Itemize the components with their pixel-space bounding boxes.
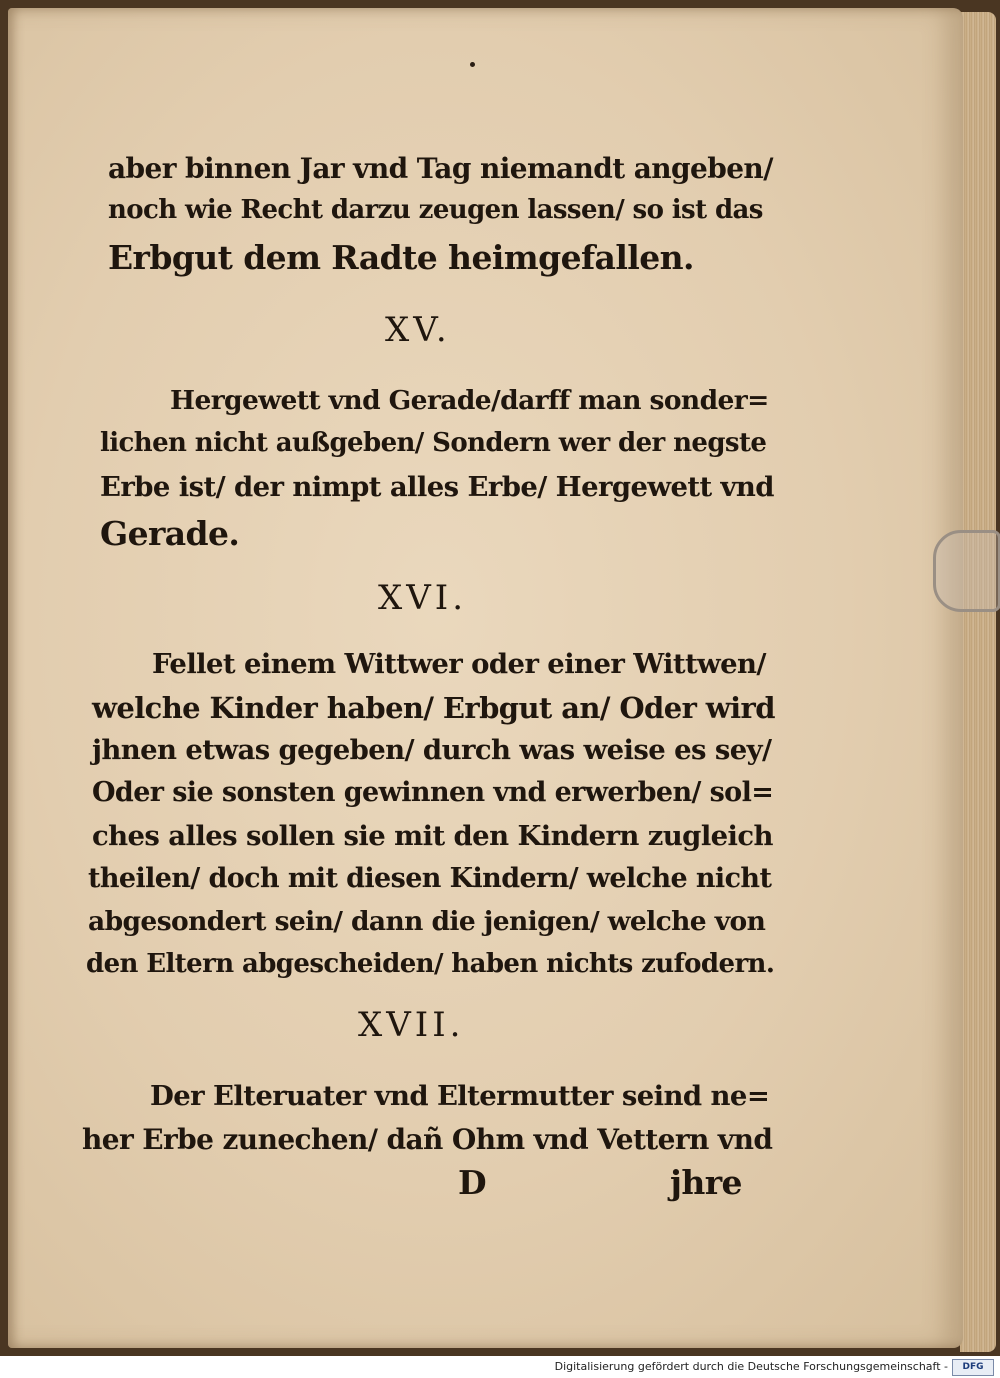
signature-mark: D — [458, 1163, 487, 1202]
text-line: Erbe ist/ der nimpt alles Erbe/ Hergewett vnd — [100, 471, 774, 503]
text-line: lichen nicht außgeben/ Sondern wer der negste — [100, 428, 767, 458]
text-line: Fellet einem Wittwer oder einer Wittwen/ — [152, 648, 766, 680]
text-line: abgesondert sein/ dann die jenigen/ welche von — [88, 906, 766, 937]
text-line: den Eltern abgescheiden/ haben nichts zufodern. — [86, 949, 775, 979]
footer-credit: Digitalisierung gefördert durch die Deutsche Forschungsgemeinschaft - — [554, 1360, 948, 1373]
text-line: welche Kinder haben/ Erbgut an/ Oder wird — [92, 691, 775, 725]
section-heading-xvii: XVII. — [358, 1005, 465, 1045]
text-line: Gerade. — [100, 514, 240, 553]
text-line: theilen/ doch mit diesen Kindern/ welche nicht — [88, 863, 772, 894]
text-line: Oder sie sonsten gewinnen vnd erwerben/ sol= — [92, 777, 774, 808]
page-edges — [960, 12, 996, 1352]
text-line: ches alles sollen sie mit den Kindern zugleich — [92, 820, 773, 852]
text-line: her Erbe zunechen/ dañ Ohm vnd Vettern vnd — [82, 1123, 773, 1156]
catchword: jhre — [670, 1163, 742, 1202]
text-line: jhnen etwas gegeben/ durch was weise es sey/ — [92, 734, 772, 766]
text-line: aber binnen Jar vnd Tag niemandt angeben/ — [108, 152, 773, 185]
text-line: Der Elteruater vnd Eltermutter seind ne= — [150, 1080, 770, 1112]
text-line: noch wie Recht darzu zeugen lassen/ so ist das — [108, 195, 763, 225]
section-heading-xvi: XVI. — [378, 578, 467, 618]
text-line: Erbgut dem Radte heimgefallen. — [108, 238, 694, 277]
dfg-logo: DFG — [952, 1359, 994, 1376]
section-heading-xv: XV. — [385, 310, 451, 350]
digitization-footer — [0, 1358, 1000, 1378]
text-line: Hergewett vnd Gerade/darff man sonder= — [170, 385, 769, 416]
top-dot — [470, 62, 475, 67]
page-clip — [933, 530, 1000, 612]
